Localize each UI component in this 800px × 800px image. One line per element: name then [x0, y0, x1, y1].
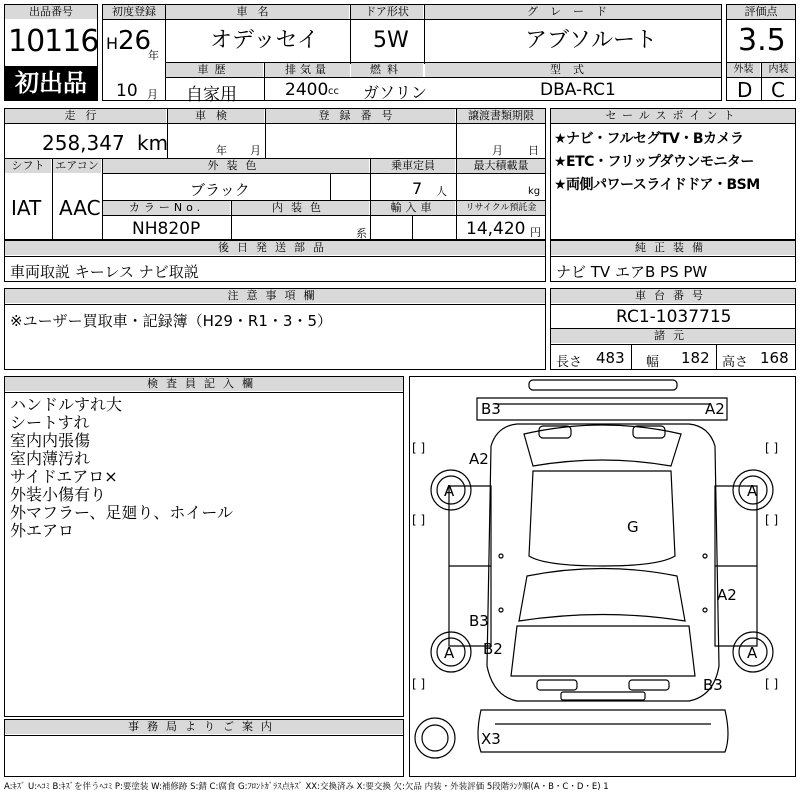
door-label: ドア形状 — [351, 5, 423, 19]
chassis-number: RC1-1037715 — [616, 307, 732, 327]
length: 483 — [596, 349, 625, 367]
mileage-label: 走行 — [5, 109, 166, 123]
lot-label: 出品番号 — [5, 5, 97, 19]
diagram-mark: A2 — [469, 450, 489, 468]
inspection-label: 車検 — [168, 109, 264, 123]
diagram-bracket: [ ] — [412, 677, 426, 691]
transfer-day-unit: 日 — [528, 144, 539, 157]
later-parts-label: 後日発送部品 — [5, 241, 545, 255]
inspector-line: シートすれ — [10, 413, 90, 432]
recycle-label: リサイクル預託金 — [457, 201, 545, 215]
diagram-bracket: [ ] — [412, 441, 426, 455]
diagram-mark: B3 — [703, 676, 723, 694]
first-reg-year: 26 — [118, 26, 152, 56]
diagram-bracket: [ ] — [412, 513, 426, 527]
score-value: 3.5 — [738, 23, 786, 58]
diagram-bracket: [ ] — [765, 677, 779, 691]
later-parts: 車両取説 キーレス ナビ取説 — [10, 263, 199, 281]
exterior-grade: D — [737, 78, 753, 102]
width-label: 幅 — [646, 355, 660, 370]
diagram-mark: A2 — [717, 586, 737, 604]
first-reg-label: 初度登録 — [103, 5, 165, 19]
capacity-unit: 人 — [436, 185, 447, 198]
interior-color-label: 内装色 — [232, 201, 369, 215]
inspector-line: 室内薄汚れ — [10, 449, 91, 468]
notes-label: 注意事項欄 — [5, 289, 545, 303]
max-load-unit: kg — [528, 186, 541, 197]
capacity: 7 — [412, 179, 423, 198]
ac: AAC — [59, 196, 101, 220]
sales-point: ★ETC・フリップダウンモニター — [554, 154, 754, 170]
sales-points-label: セールスポイント — [551, 109, 795, 123]
length-label: 長さ — [556, 355, 583, 370]
sales-point: ★両側パワースライドドア・BSM — [554, 177, 760, 193]
shift-label: シフト — [5, 159, 51, 173]
mileage: 258,347 — [42, 131, 125, 155]
car-name-label: 車名 — [166, 5, 349, 19]
displacement-label: 排気量 — [265, 63, 350, 77]
diagram-mark: A — [444, 644, 455, 662]
width: 182 — [681, 349, 710, 367]
car-name: オデッセイ — [210, 28, 319, 53]
color-label: 外装色 — [103, 159, 369, 173]
exterior-label: 外装 — [727, 63, 760, 77]
reg-no-label: 登録番号 — [266, 109, 455, 123]
interior-grade: C — [771, 78, 785, 102]
grade-label: グレード — [425, 5, 721, 19]
equipment-label: 純正装備 — [551, 241, 795, 255]
mileage-unit: km — [137, 131, 169, 155]
ac-label: エアコン — [53, 159, 101, 173]
recycle-unit: 円 — [530, 226, 541, 239]
shift: IAT — [11, 196, 42, 220]
details-table — [4, 108, 546, 240]
interior-label: 内装 — [762, 63, 795, 77]
first-reg-month: 10 — [116, 81, 138, 101]
recycle-fee: 14,420 — [466, 219, 526, 239]
capacity-label: 乗車定員 — [371, 159, 455, 173]
first-reg-month-unit: 月 — [147, 88, 158, 101]
height-label: 高さ — [722, 355, 749, 370]
score-label: 評価点 — [727, 5, 795, 19]
transfer-label: 譲渡書類期限 — [457, 109, 545, 123]
diagram-mark: A2 — [705, 400, 725, 418]
displacement: 2400 — [285, 80, 329, 100]
history-label: 車歴 — [166, 63, 263, 77]
exterior-color: ブラック — [190, 181, 250, 199]
inspector-line: ハンドルすれ大 — [10, 395, 123, 414]
diagram-mark: A — [747, 482, 758, 500]
equipment: ナビ TV エアB PS PW — [556, 263, 708, 281]
inspector-line: 室内内張傷 — [10, 431, 91, 450]
model-code: DBA-RC1 — [540, 80, 616, 100]
diagram-mark: B3 — [469, 612, 489, 630]
first-reg-year-unit: 年 — [148, 49, 159, 62]
dims-label: 諸元 — [551, 329, 795, 343]
inspection-month-unit: 月 — [250, 144, 261, 157]
sales-point: ★ナビ・フルセグTV・Bカメラ — [554, 131, 744, 147]
diagram-mark: G — [627, 518, 639, 536]
model-label: 型式 — [425, 63, 721, 77]
legend: A:ｷｽﾞ U:ﾍｺﾐ B:ｷｽﾞを伴うﾍｺﾐ P:要塗装 W:補修跡 S:錆 C:腐食 G:ﾌﾛﾝﾄｶﾞﾗｽ点ｷｽﾞ XX:交換済み X:要交換 欠:欠品 内装・外装評価 5段階ﾗﾝｸ順(A・B・C・D・E) 1 — [4, 782, 609, 792]
diagram-mark: X3 — [481, 730, 501, 748]
fuel: ガソリン — [363, 83, 428, 102]
diagram-mark: B3 — [481, 400, 501, 418]
inspector-line: 外エアロ — [10, 521, 75, 540]
chassis-label: 車台番号 — [551, 289, 795, 303]
diagram-bracket: [ ] — [765, 441, 779, 455]
inspection-year-unit: 年 — [216, 144, 227, 157]
diagram-mark: A — [747, 644, 758, 662]
color-number: NH820P — [132, 219, 201, 239]
color-no-label: カラーNo. — [103, 201, 230, 215]
diagram-bracket: [ ] — [765, 513, 779, 527]
car-diagram — [409, 376, 796, 777]
first-listing-badge: 初出品 — [5, 66, 97, 100]
fuel-label: 燃料 — [351, 63, 423, 77]
interior-color-unit: 系 — [356, 227, 367, 240]
diagram-mark: B2 — [483, 640, 503, 658]
notes-text: ※ユーザー買取車・記録簿（H29・R1・3・5） — [10, 312, 332, 330]
inspector-line: 外装小傷有り — [10, 485, 107, 504]
history: 自家用 — [186, 85, 237, 105]
transfer-month-unit: 月 — [492, 144, 503, 157]
inspector-line: 外マフラー、足廻り、ホイール — [10, 503, 234, 522]
max-load-label: 最大積載量 — [457, 159, 545, 173]
displacement-unit: cc — [328, 86, 339, 97]
grade: アブソルート — [525, 28, 658, 53]
import-label: 輸入車 — [371, 201, 455, 215]
office-label: 事務局よりご案内 — [5, 720, 403, 734]
door-type: 5W — [373, 28, 409, 53]
lot-number: 10116 — [8, 24, 99, 59]
diagram-mark: A — [444, 482, 455, 500]
height: 168 — [760, 349, 789, 367]
inspector-line: サイドエアロ× — [10, 467, 118, 486]
inspector-label: 検査員記入欄 — [5, 377, 403, 391]
era: H — [106, 34, 119, 53]
